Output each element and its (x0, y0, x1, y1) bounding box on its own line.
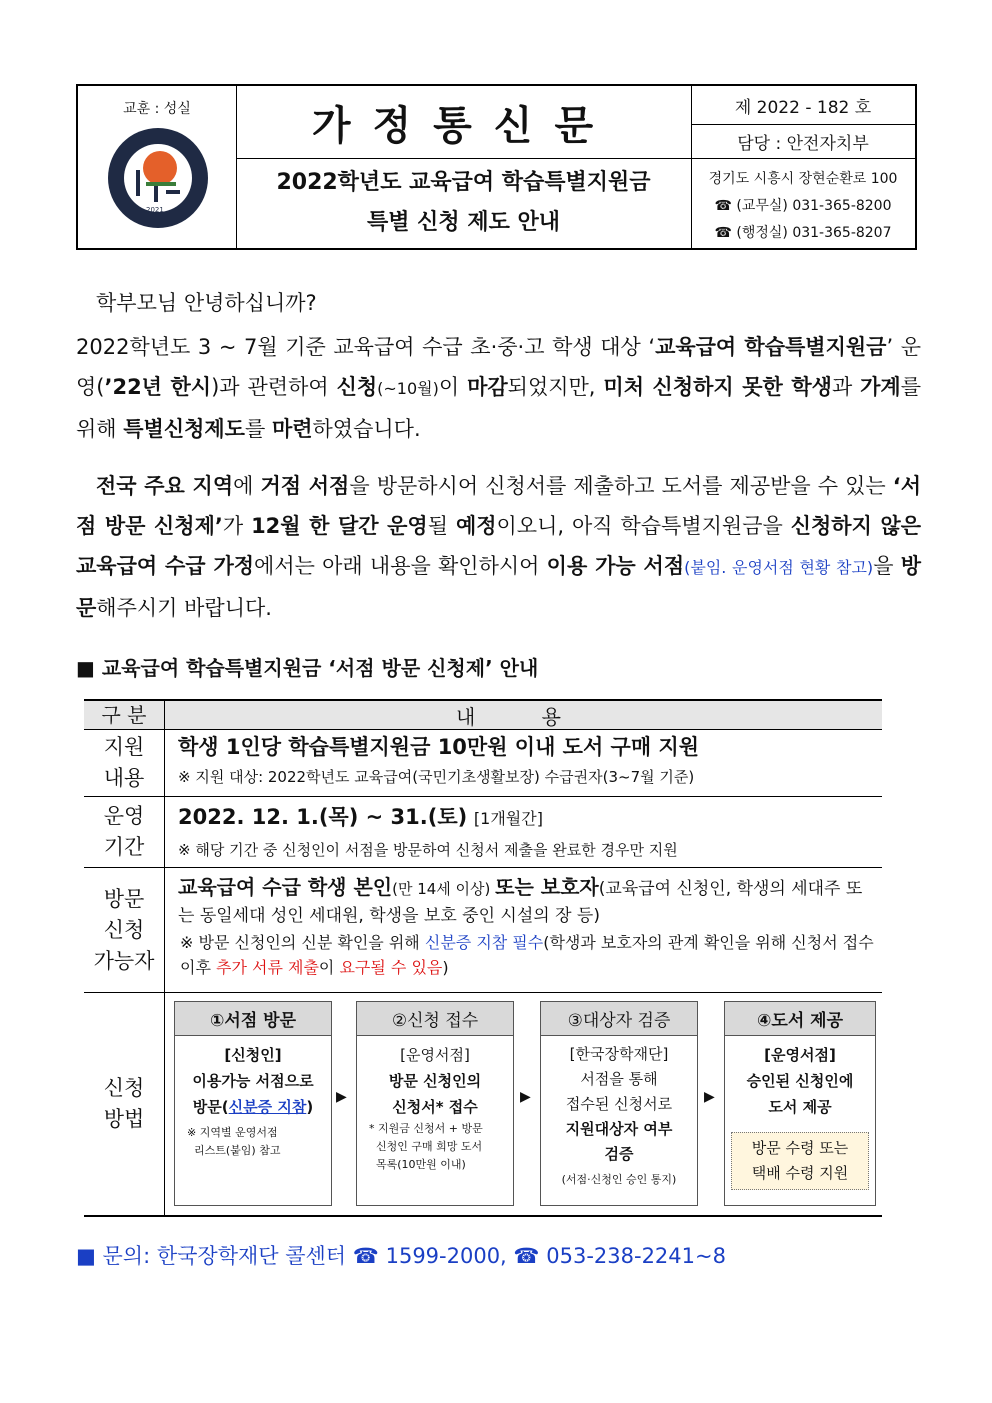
step-3-line1: 서점을 통해 (580, 1070, 658, 1088)
delivery-line1: 방문 수령 또는 (751, 1139, 849, 1157)
applicant-note: ※ 방문 신청인의 신분 확인을 위해 신분증 지참 필수(학생과 보호자의 관계 확인을 위해 신청서 접수 이후 추가 서류 제출이 요구될 수 있음) (180, 933, 874, 977)
support-label: 지원 내용 (84, 729, 165, 796)
school-emblem-cell (78, 86, 237, 248)
period-label: 운영 기간 (84, 797, 165, 867)
step-4-line1: 승인된 신청인에 (746, 1072, 854, 1090)
meta-cell (691, 86, 915, 248)
inquiry-footer: ■ 문의: 한국장학재단 콜센터 ☎ 1599-2000, ☎ 053-238-2241~8 (76, 1244, 726, 1268)
step-3 (540, 1001, 698, 1206)
step-3-body (541, 1036, 697, 1198)
department: 담당 : 안전자치부 (691, 124, 915, 159)
step-1 (174, 1001, 332, 1206)
step-1-note: ※ 지역별 운영서점 리스트(붙임) 참고 (187, 1126, 281, 1157)
table-header-row (84, 699, 882, 730)
step-4-actor: [운영서점] (764, 1046, 836, 1064)
period-extra: [1개월간] (473, 809, 543, 828)
table-head-content: 내 용 (456, 704, 591, 729)
phone-office: ☎ (교무실) 031-365-8200 (714, 198, 892, 214)
applicant-desc: 교육급여 수급 학생 본인(만 14세 이상) 또는 보호자(교육급여 신청인, 학생의 세대주 또는 동일세대 성인 세대원, 학생을 보호 중인 시설의 장 등) (178, 875, 863, 926)
header-table (76, 84, 917, 250)
step-1-actor: [신청인] (224, 1046, 282, 1064)
issue-number: 제 2022 - 182 호 (691, 86, 915, 125)
step-2-line2: 신청서* 접수 (392, 1098, 478, 1116)
paragraph-1: 2022학년도 3 ~ 7월 기준 교육급여 수급 초·중·고 학생 대상 ‘교육급여 학습특별지원금’ 운영(’22년 한시)과 관련하여 신청(~10월)이 마감되었지만, 미처 신청하지 못한 학생과 가계를 위해 특별신청제도를 마련하였습니다. (76, 335, 922, 441)
step-2-note: * 지원금 신청서 + 방문 신청인 구매 희망 도서 목록(10만원 이내) (369, 1122, 483, 1171)
step-4-line2: 도서 제공 (768, 1098, 832, 1116)
school-logo-icon (106, 126, 210, 230)
table-row-applicant (84, 868, 882, 993)
step-4-title: ④도서 제공 (725, 1002, 875, 1036)
table-row-support (84, 729, 882, 797)
delivery-box (731, 1132, 869, 1190)
arrow-right-icon: ▶ (520, 1089, 531, 1105)
delivery-line2: 택배 수령 지원 (751, 1164, 849, 1182)
table-head-label: 구 분 (84, 701, 165, 729)
table-row-period (84, 797, 882, 868)
step-2-body (357, 1036, 513, 1180)
period-main: 2022. 12. 1.(목) ~ 31.(토) (178, 805, 468, 829)
period-main-line (178, 797, 876, 839)
step-2-actor: [운영서점] (400, 1046, 470, 1064)
step-1-line2: 방문(신분증 지참) (192, 1098, 314, 1116)
logo-year: 2021 (146, 206, 164, 214)
arrow-right-icon: ▶ (336, 1089, 347, 1105)
step-3-note: (서점·신청인 승인 통지) (561, 1173, 677, 1186)
support-content (178, 729, 876, 796)
support-main: 학생 1인당 학습특별지원금 10만원 이내 도서 구매 지원 (178, 735, 700, 759)
step-3-line3: 지원대상자 여부 (565, 1120, 673, 1138)
step-2-line1: 방문 신청인의 (388, 1072, 482, 1090)
step-4-body (725, 1036, 875, 1196)
phone-admin: ☎ (행정실) 031-365-8207 (714, 225, 892, 241)
step-2-title: ②신청 접수 (357, 1002, 513, 1036)
table-row-method (84, 993, 882, 1217)
step-1-title: ①서점 방문 (175, 1002, 331, 1036)
subject-line-2: 특별 신청 제도 안내 (367, 210, 560, 235)
arrow-right-icon: ▶ (704, 1089, 715, 1105)
contact-info (691, 166, 915, 247)
paragraph-2: 전국 주요 지역에 거점 서점을 방문하시어 신청서를 제출하고 도서를 제공받을 수 있는 ‘서점 방문 신청제’가 12월 한 달간 운영될 예정이오니, 아직 학습특별지원금을 신청하지 않은 교육급여 수급 가정에서는 아래 내용을 확인하시어 이용 가능 서점(붙임. 운영서점 현황 참고)을 방문해주시기 바랍니다. (76, 474, 922, 620)
period-content (178, 797, 876, 867)
subject-line-1: 2022학년도 교육급여 학습특별지원금 (276, 170, 651, 195)
greeting: 학부모님 안녕하십니까? (96, 291, 317, 315)
title-cell (236, 86, 692, 248)
step-3-title: ③대상자 검증 (541, 1002, 697, 1036)
school-motto: 교훈 : 성실 (123, 101, 191, 117)
applicant-label: 방문 신청 가능자 (84, 868, 165, 992)
step-4 (724, 1001, 876, 1206)
step-2 (356, 1001, 514, 1206)
method-label: 신청 방법 (84, 993, 165, 1215)
period-note: ※ 해당 기간 중 신청인이 서점을 방문하여 신청서 제출을 완료한 경우만 지원 (178, 841, 678, 859)
applicant-content (178, 868, 876, 992)
address: 경기도 시흥시 장현순환로 100 (708, 171, 898, 187)
step-3-line4: 검증 (604, 1145, 634, 1163)
step-3-actor: [한국장학재단] (569, 1045, 669, 1063)
step-1-body (175, 1036, 331, 1166)
step-3-line2: 접수된 신청서로 (565, 1095, 673, 1113)
support-note: ※ 지원 대상: 2022학년도 교육급여(국민기초생활보장) 수급권자(3~7월 기준) (178, 768, 695, 786)
section-title: ■ 교육급여 학습특별지원금 ‘서점 방문 신청제’ 안내 (76, 656, 539, 680)
step-1-line1: 이용가능 서점으로 (192, 1072, 314, 1090)
newsletter-title: 가정통신문 (236, 86, 691, 159)
subject (236, 158, 691, 248)
